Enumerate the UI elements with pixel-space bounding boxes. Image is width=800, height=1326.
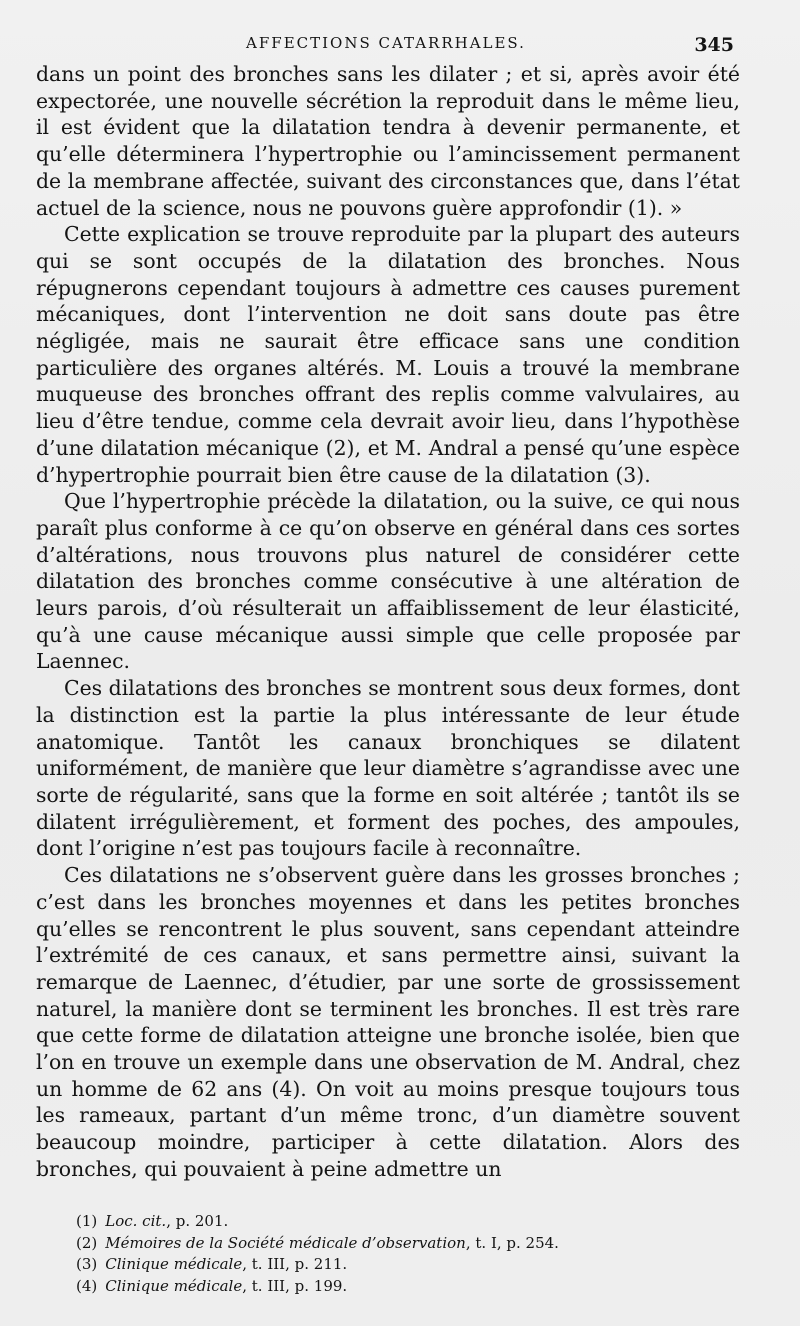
footnote [76,1276,740,1298]
page-number: 345 [694,34,734,56]
footnote-number: (1) [76,1212,98,1230]
footnote-reference: , t. I, p. 254. [465,1233,559,1252]
footnote [76,1254,740,1276]
running-title: AFFECTIONS CATARRHALES. [246,34,526,52]
footnote-reference: , t. III, p. 211. [242,1255,348,1273]
paragraph: Ces dilatations ne s’observent guère dans les grosses bronches ; c’est dans les bronches moyennes et dans les petites bronches qu’elles se rencontrent le plus souvent, sans cependant atteindre l’extrémité de ces canaux, et sans permettre ainsi, suivant la remarque de Laennec, d’étudier, par une sorte de grossissement naturel, la manière dont se terminent les bronches. Il est très rare que cette forme de dilatation atteigne une bronche isolée, bien que l’on en trouve un exemple dans une observation de M. Andral, chez un homme de 62 ans (4). On voit au moins presque toujours tous les rameaux, partant d’un même tronc, d’un diamètre souvent beaucoup moindre, participer à cette dilatation. Alors des bronches, qui pouvaient à peine admettre un [36,863,740,1181]
paragraph: Que l’hypertrophie précède la dilatation, ou la suive, ce qui nous paraît plus conforme à ce qu’on observe en général dans ces sortes d’altérations, nous trouvons plus naturel de considérer cette dilatation des bronches comme consécutive à une altération de leurs parois, d’où résulterait un affaiblissement de leur élasticité, qu’à une cause mécanique aussi simple que celle proposée par Laennec. [36,489,740,674]
footnote [76,1233,740,1255]
running-head [36,34,736,58]
paragraph: Cette explication se trouve reproduite par la plupart des auteurs qui se sont occupés de la dilatation des bronches. Nous répugnerons cependant toujours à admettre ces causes purement mécaniques, dont l’intervention ne doit sans doute pas être négligée, mais ne saurait être efficace sans une condition particulière des organes altérés. M. Louis a trouvé la membrane muqueuse des bronches offrant des replis comme valvulaires, au lieu d’être tendue, comme cela devrait avoir lieu, dans l’hypothèse d’une dilatation mécanique (2), et M. Andral a pensé qu’une espèce d’hypertrophie pourrait bien être cause de la dilatation (3). [36,222,740,487]
footnote-source: Clinique médicale [105,1276,243,1295]
footnote-reference: , p. 201. [166,1212,229,1230]
footnote-source: Clinique médicale [105,1255,243,1273]
body-text [36,61,740,1183]
footnote-reference: , t. III, p. 199. [242,1276,348,1295]
paragraph-continued: dans un point des bronches sans les dilater ; et si, après avoir été expectorée, une nouvelle sécrétion la reproduit dans le même lieu, il est évident que la dilatation tendra à devenir permanente, et qu’elle déterminera l’hypertrophie ou l’amincissement permanent de la membrane affectée, suivant des circonstances que, dans l’état actuel de la science, nous ne pouvons guère approfondir (1). » [36,62,740,220]
footnote-number: (3) [76,1255,98,1273]
footnote [76,1211,740,1233]
footnote-number: (2) [76,1233,98,1252]
footnote-source: Mémoires de la Société médicale d’observation [105,1233,466,1252]
footnote-number: (4) [76,1276,98,1295]
footnotes [76,1211,740,1297]
paragraph: Ces dilatations des bronches se montrent sous deux formes, dont la distinction est la partie la plus intéressante de leur étude anatomique. Tantôt les canaux bronchiques se dilatent uniformément, de manière que leur diamètre s’agrandisse avec une sorte de régularité, sans que la forme en soit altérée ; tantôt ils se dilatent irrégulièrement, et forment des poches, des ampoules, dont l’origine n’est pas toujours facile à reconnaître. [36,676,740,861]
footnote-source: Loc. cit. [105,1212,167,1230]
